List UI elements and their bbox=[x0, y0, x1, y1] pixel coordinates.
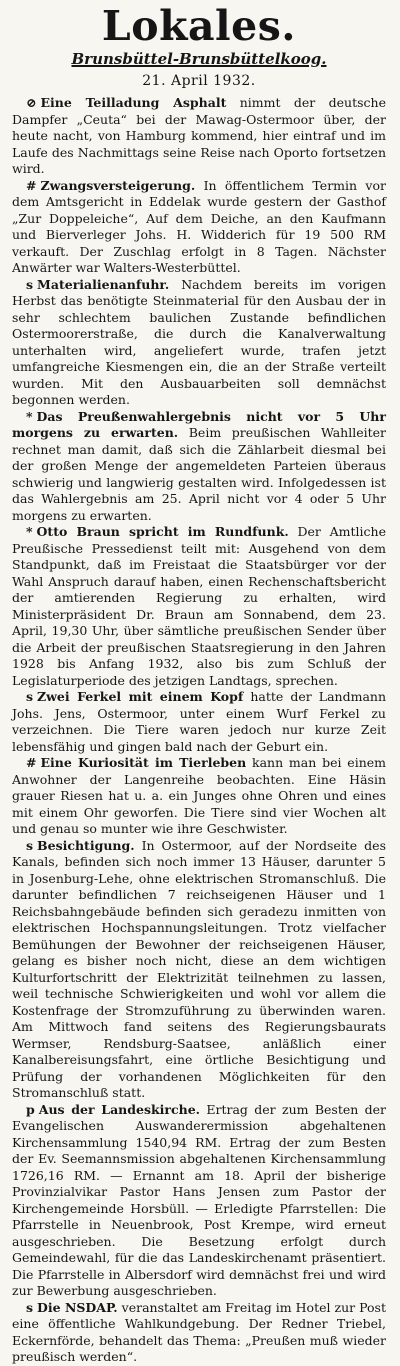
article-marker: s bbox=[26, 689, 34, 704]
article-marker: s bbox=[26, 276, 34, 292]
article-headline: Besichtigung. bbox=[37, 837, 135, 853]
article-headline: Das Preußenwahlergebnis nicht vor 5 Uhr morgens zu erwarten. bbox=[12, 408, 386, 440]
article-nsdap bbox=[12, 1300, 386, 1366]
section-title: Lokales. bbox=[101, 2, 297, 50]
article-rundfunk bbox=[12, 524, 386, 689]
article-ferkel bbox=[12, 689, 386, 755]
article-marker: ⊘ bbox=[26, 95, 37, 110]
article-headline: Eine Kuriosität im Tierleben bbox=[40, 755, 247, 770]
article-zwangsversteigerung bbox=[12, 178, 386, 277]
article-landeskirche bbox=[12, 1102, 386, 1300]
article-body: Beim preußischen Wahlleiter rechnet man damit, daß sich die Zählarbeit diesmal bei der großen Menge der angemeldeten Parteien überaus schwierig und langwierig gestalten wird. Infolgedessen ist das Wahlergebnis am 25. April nicht vor 4 oder 5 Uhr morgens zu erwarten. bbox=[12, 425, 387, 523]
article-headline: Materialienanfuhr. bbox=[37, 276, 170, 292]
article-besichtigung bbox=[12, 838, 386, 1102]
article-headline: Zwei Ferkel mit einem Kopf bbox=[37, 689, 244, 704]
article-headline: Otto Braun spricht im Rundfunk. bbox=[36, 524, 289, 539]
article-headline: Eine Teilladung Asphalt bbox=[40, 95, 227, 110]
article-headline: Die NSDAP. bbox=[37, 1299, 118, 1315]
article-wahlergebnis bbox=[12, 409, 386, 525]
article-body: In öffentlichem Termin vor dem Amtsgericht in Eddelak wurde gestern der Gasthof „Zur Doppeleiche“, Auf dem Deiche, an den Kaufmann und Bierverleger Johs. H. Widderich für 19 500 RM verkauft. Der Zuschlag erfolgt in 8 Tagen. Nächster Anwärter war Walters-Westerbüttel. bbox=[12, 177, 386, 275]
section-subtitle: Brunsbüttel-Brunsbüttelkoog. bbox=[71, 50, 327, 68]
article-marker: * bbox=[26, 408, 33, 424]
article-body: nimmt der deutsche Dampfer „Ceuta“ bei der Mawag-Ostermoor über, der heute nacht, von Hamburg kommend, hier eintraf und im Laufe des Nachmittags seine Reise nach Oporto fortsetzen wird. bbox=[12, 95, 386, 176]
article-body: Ertrag der zum Besten der Evangelischen Auswanderermission abgehaltenen Kirchensammlung 1540,94 RM. Ertrag der zum Besten der Ev. Seemannsmission abgehaltenen Kirchensammlung 1726,16 RM. — Ernannt am 18. April der bisherige Provinzialvikar Pastor Hans Jensen zum Pastor der Kirchengemeinde Horsbüll. — Erledigte Pfarrstellen: Die Pfarrstelle in Neuenbrook, Post Krempe, wird erneut ausgeschrieben. Die Besetzung erfolgt durch Gemeindewahl, für die das Landeskirchenamt präsentiert. Die Pfarrstelle in Albersdorf wird demnächst frei und wird zur Bewerbung ausgeschrieben. bbox=[12, 1101, 387, 1298]
article-body: veranstaltet am Freitag im Hotel zur Post eine öffentliche Wahlkundgebung. Der Redner Triebel, Eckernförde, behandelt das Thema: „Preußen muß wieder preußisch werden“. bbox=[12, 1299, 386, 1364]
dateline: 21. April 1932. bbox=[142, 73, 256, 89]
article-marker: # bbox=[26, 177, 37, 193]
article-body: Nachdem bereits im vorigen Herbst das benötigte Steinmaterial für den Ausbau der in sehr schlechtem baulichen Zustande befindlichen Ostermoorerstraße, die durch die Kanalverwaltung unterhalten wird, angeliefert wurde, trafen jetzt umfangreiche Kiesmengen ein, die an der Straße verteilt wurden. Mit den Ausbauarbeiten soll demnächst begonnen werden. bbox=[12, 276, 386, 407]
masthead bbox=[12, 0, 386, 91]
article-marker: p bbox=[26, 1101, 35, 1117]
article-marker: * bbox=[26, 524, 33, 539]
article-list bbox=[12, 95, 386, 1366]
article-headline: Zwangsversteigerung. bbox=[40, 177, 196, 193]
article-materialienanfuhr bbox=[12, 277, 386, 409]
article-body: kann man bei einem Anwohner der Langenreihe beobachten. Eine Häsin grauer Riesen hat u. a. ein Junges ohne Ohren und eines mit einem Ohr geworfen. Die Tiere sind vier Wochen alt und genau so munter wie ihre Geschwister. bbox=[12, 755, 386, 836]
article-headline: Aus der Landeskirche. bbox=[38, 1101, 201, 1117]
article-marker: # bbox=[26, 755, 37, 770]
article-asphalt bbox=[12, 95, 386, 178]
article-marker: s bbox=[26, 1299, 34, 1315]
article-body: hatte der Landmann Johs. Jens, Ostermoor, unter einem Wurf Ferkel zu verzeichnen. Die Tiere waren jedoch nur kurze Zeit lebensfähig und gingen bald nach der Geburt ein. bbox=[12, 689, 387, 754]
article-marker: s bbox=[26, 837, 34, 853]
article-body: In Ostermoor, auf der Nordseite des Kanals, befinden sich noch immer 13 Häuser, darunter 5 in Josenburg-Lehe, ohne elektrischen Stromanschluß. Die darunter befindlichen 7 reichseigenen Häuser und 1 Reichsbahngebäude befinden sich geradezu inmitten von elektrischen Hochspannungsleitungen. Trotz vielfacher Bemühungen der Bewohner der reichseigenen Häuser, gelang es bisher noch nicht, diese an dem wichtigen Kulturfortschritt der Elektrizität teilnehmen zu lassen, weil technische Schwierigkeiten und wohl vor allem die Kostenfrage der Stromzuführung zu überwinden waren. Am Mittwoch fand seitens des Regierungsbaurats Wermser, Rendsburg-Saatsee, anläßlich einer Kanalbereisungsfahrt, eine örtliche Besichtigung und Prüfung der vorhandenen Möglichkeiten für den Stromanschluß statt. bbox=[12, 837, 386, 1100]
article-kuriositaet bbox=[12, 755, 386, 838]
article-body: Der Amtliche Preußische Pressedienst teilt mit: Ausgehend von dem Standpunkt, daß im Freistaat die Staatsbürger vor der Wahl Anspruch darauf haben, einen Rechenschaftsbericht der amtierenden Regierung zu erhalten, wird Ministerpräsident Dr. Braun am Sonnabend, dem 23. April, 19,30 Uhr, über sämtliche preußischen Sender über die Arbeit der preußischen Staatsregierung in den Jahren 1928 bis Anfang 1932, also bis zum Schluß der Legislaturperiode des jetzigen Landtags, sprechen. bbox=[12, 524, 386, 688]
